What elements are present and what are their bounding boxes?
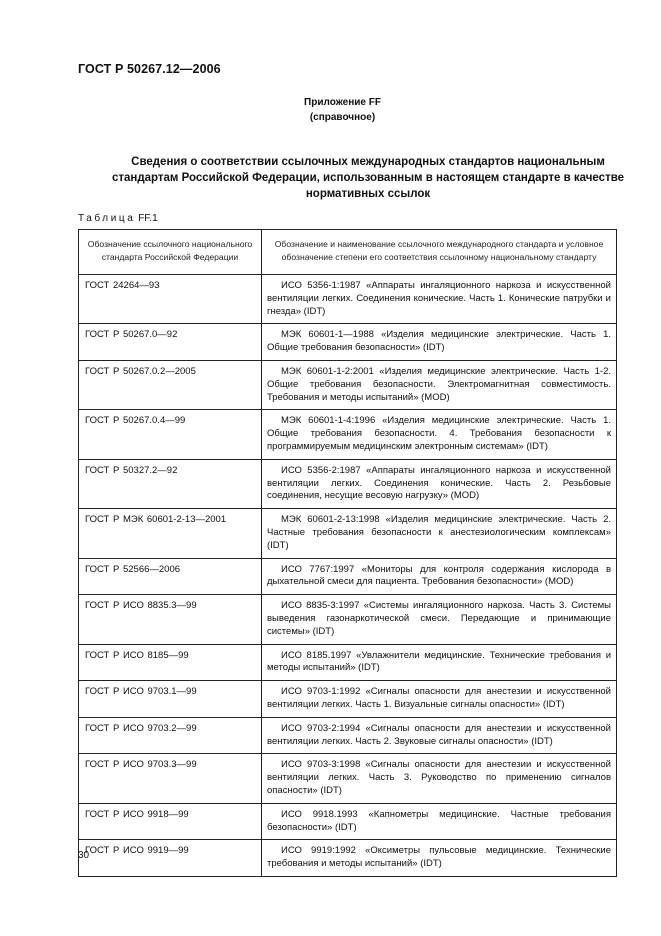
table-row (79, 459, 617, 508)
international-standard-cell: ИСО 9918.1993 «Капнометры медицинские. Частные требования безопасности» (IDT) (262, 803, 617, 840)
national-standard-cell: ГОСТ Р ИСО 8185—99 (79, 644, 262, 681)
table-row (79, 595, 617, 644)
table-row (79, 275, 617, 324)
international-standard-cell: ИСО 9703-1:1992 «Сигналы опасности для анестезии и искусственной вентиляции легких. Часть 1. Визуальные сигналы опасности» (IDT) (262, 681, 617, 718)
table-caption-id: FF.1 (138, 213, 158, 224)
appendix-title: Приложение FF (304, 97, 381, 108)
page-number: 30 (78, 850, 90, 861)
table-row (79, 681, 617, 718)
national-standard-cell: ГОСТ Р 50267.0.2—2005 (79, 360, 262, 409)
table-row (79, 644, 617, 681)
national-standard-cell: ГОСТ Р 50267.0.4—99 (79, 410, 262, 459)
table-row (79, 717, 617, 754)
table-caption (78, 213, 158, 224)
table-row (79, 324, 617, 361)
national-standard-cell: ГОСТ Р МЭК 60601-2-13—2001 (79, 509, 262, 558)
international-standard-cell: ИСО 8185.1997 «Увлажнители медицинские. Технические требования и методы испытаний» (IDT) (262, 644, 617, 681)
national-standard-cell: ГОСТ Р 50327.2—92 (79, 459, 262, 508)
document-id: ГОСТ Р 50267.12—2006 (78, 62, 221, 76)
national-standard-cell: ГОСТ Р 50267.0—92 (79, 324, 262, 361)
international-standard-cell: ИСО 9703-2:1994 «Сигналы опасности для анестезии и искусственной вентиляции легких. Часть 2. Звуковые сигналы опасности» (IDT) (262, 717, 617, 754)
international-standard-cell: МЭК 60601-1—1988 «Изделия медицинские электрические. Часть 1. Общие требования безопасности» (IDT) (262, 324, 617, 361)
table-caption-word: Таблица (78, 213, 136, 224)
table-header-row (79, 230, 617, 275)
international-standard-cell: МЭК 60601-1-2:2001 «Изделия медицинские электрические. Часть 1-2. Общие требования безопасности. Электромагнитная совместимость. Требования и методы испытаний» (MOD) (262, 360, 617, 409)
international-standard-cell: ИСО 9919:1992 «Оксиметры пульсовые медицинские. Технические требования и методы испытаний» (IDT) (262, 840, 617, 877)
table-row (79, 509, 617, 558)
international-standard-cell: ИСО 9703-3:1998 «Сигналы опасности для анестезии и искусственной вентиляции легких. Часть 3. Руководство по применению сигналов опасности» (IDT) (262, 754, 617, 803)
national-standard-cell: ГОСТ Р ИСО 9919—99 (79, 840, 262, 877)
national-standard-cell: ГОСТ Р 52566—2006 (79, 558, 262, 595)
table-row (79, 360, 617, 409)
column-header-national: Обозначение ссылочного национального стандарта Российской Федерации (79, 230, 262, 275)
column-header-international: Обозначение и наименование ссылочного международного стандарта и условное обозначение степени его соответствия ссылочному национальному стандарту (262, 230, 617, 275)
international-standard-cell: ИСО 7767:1997 «Мониторы для контроля содержания кислорода в дыхательной смеси для пациента. Требования безопасности» (MOD) (262, 558, 617, 595)
national-standard-cell: ГОСТ 24264—93 (79, 275, 262, 324)
section-title: Сведения о соответствии ссылочных международных стандартов национальным стандартам Российской Федерации, использованным в настоящем стандарте в качестве нормативных ссылок (111, 156, 625, 200)
appendix-heading (0, 95, 661, 125)
national-standard-cell: ГОСТ Р ИСО 9703.3—99 (79, 754, 262, 803)
international-standard-cell: ИСО 8835-3:1997 «Системы ингаляционного наркоза. Часть 3. Системы выведения газонаркотической смеси. Передающие и принимающие системы» (IDT) (262, 595, 617, 644)
table-row (79, 558, 617, 595)
table-row (79, 840, 617, 877)
table-row (79, 754, 617, 803)
appendix-subtitle: (справочное) (309, 112, 376, 123)
international-standard-cell: МЭК 60601-1-4:1996 «Изделия медицинские электрические. Часть 1. Общие требования безопасности. 4. Требования безопасности к программируемым медицинским электронным системам» (IDT) (262, 410, 617, 459)
national-standard-cell: ГОСТ Р ИСО 9703.1—99 (79, 681, 262, 718)
international-standard-cell: ИСО 5356-1:1987 «Аппараты ингаляционного наркоза и искусственной вентиляции легких. Соединения конические. Часть 1. Конические патрубки и гнезда» (IDT) (262, 275, 617, 324)
standards-table (78, 229, 617, 877)
international-standard-cell: ИСО 5356-2:1987 «Аппараты ингаляционного наркоза и искусственной вентиляции легких. Соединения конические. Часть 2. Резьбовые соединения, несущие весовую нагрузку» (MOD) (262, 459, 617, 508)
international-standard-cell: МЭК 60601-2-13:1998 «Изделия медицинские электрические. Часть 2. Частные требования безопасности к анестезиологическим комплексам» (IDT) (262, 509, 617, 558)
table-row (79, 410, 617, 459)
national-standard-cell: ГОСТ Р ИСО 9703.2—99 (79, 717, 262, 754)
national-standard-cell: ГОСТ Р ИСО 8835.3—99 (79, 595, 262, 644)
table-row (79, 803, 617, 840)
national-standard-cell: ГОСТ Р ИСО 9918—99 (79, 803, 262, 840)
